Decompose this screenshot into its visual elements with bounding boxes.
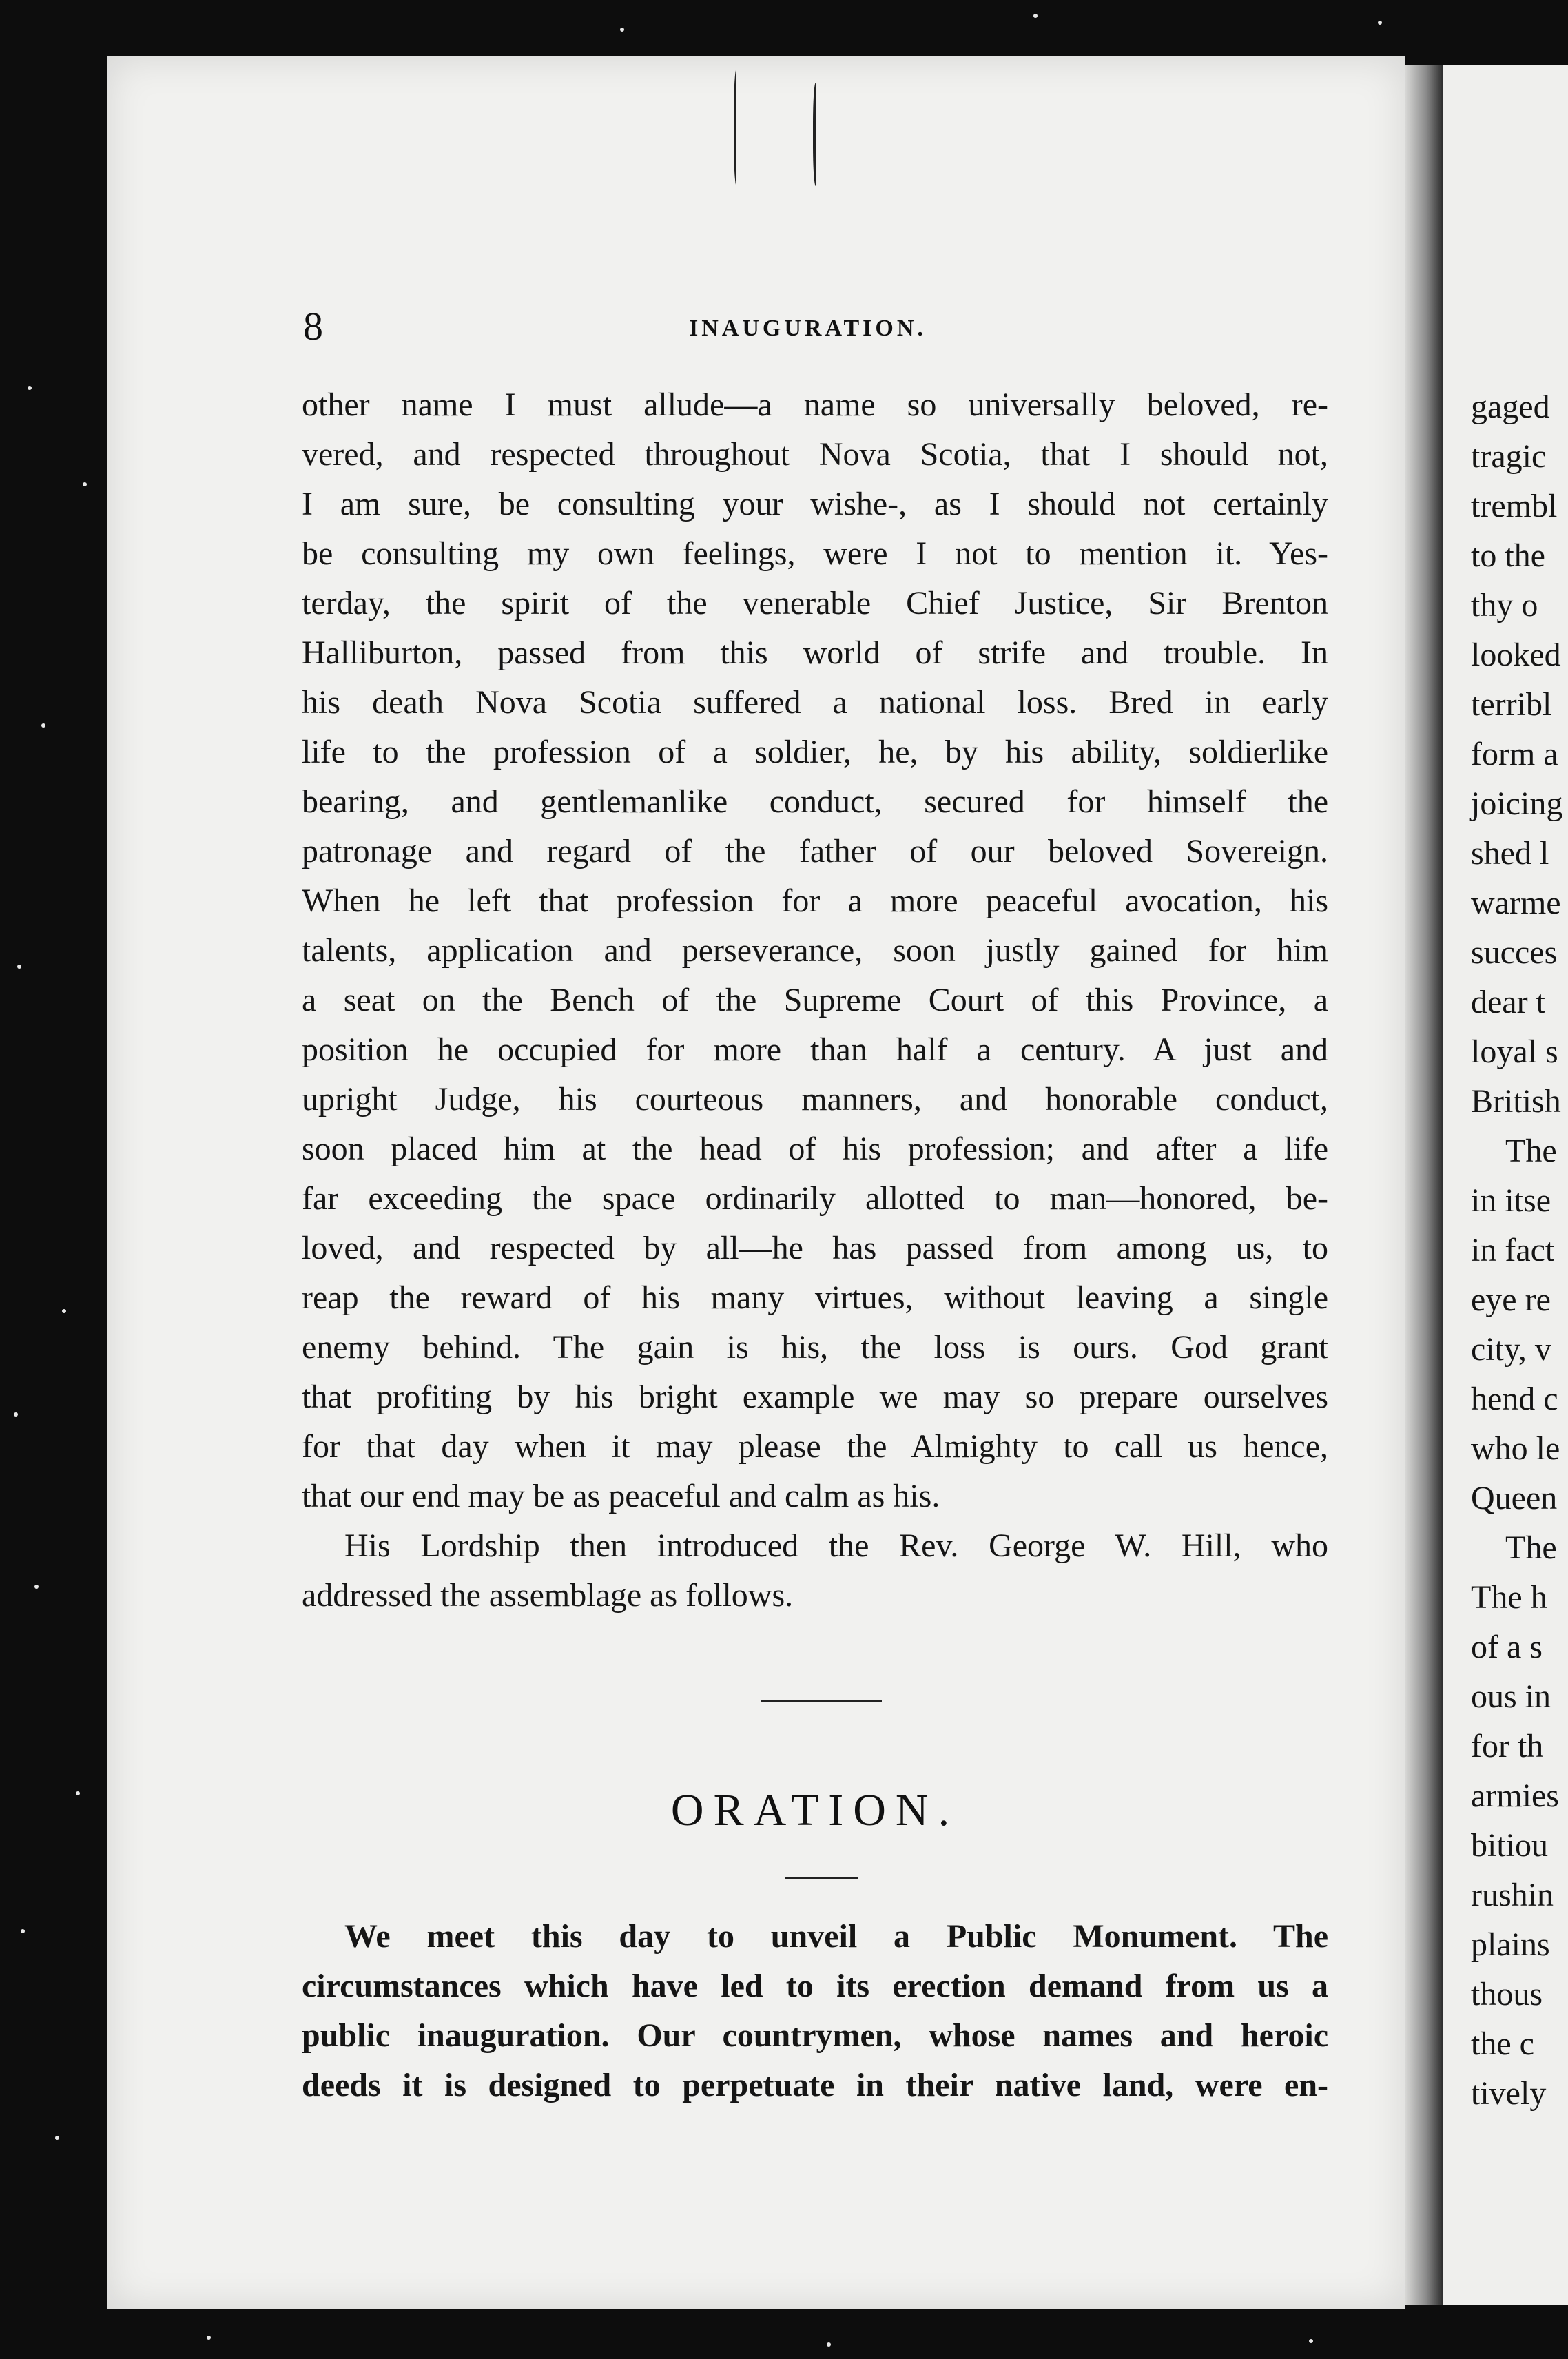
text-line: His Lordship then introduced the Rev. George W. Hill, who [344, 1527, 1328, 1564]
page-header [303, 303, 1337, 351]
text-line: that profiting by his bright example we may so prepare ourselves [302, 1379, 1328, 1415]
scan-speck [620, 28, 624, 32]
scan-speck [83, 482, 87, 486]
title-underline [785, 1877, 858, 1879]
page-gutter [1405, 65, 1443, 2305]
running-head: INAUGURATION. [689, 316, 927, 341]
text-line: upright Judge, his courteous manners, and honorable conduct, [302, 1081, 1328, 1117]
text-line: vered, and respected throughout Nova Scotia, that I should not, [302, 436, 1328, 473]
scan-speck [41, 723, 45, 728]
facing-page-line: joicing [1471, 785, 1563, 822]
text-line: loved, and respected by all—he has passed from among us, to [302, 1230, 1328, 1266]
text-line: I am sure, be consulting your wishe-, as I should not certainly [302, 486, 1328, 522]
page-number: 8 [303, 304, 323, 349]
facing-page-line: Queen [1471, 1480, 1558, 1516]
facing-page [1443, 65, 1568, 2305]
facing-page-line: eye re [1471, 1281, 1551, 1318]
facing-page-line: gaged [1471, 389, 1550, 425]
text-line: other name I must allude—a name so universally beloved, re- [302, 387, 1328, 423]
facing-page-line: plains [1471, 1926, 1550, 1963]
oration-title: ORATION. [670, 1785, 960, 1835]
facing-page-line: the c [1471, 2026, 1534, 2062]
oration-text [302, 1912, 1328, 2110]
facing-page-line: armies [1471, 1778, 1559, 1814]
text-line: his death Nova Scotia suffered a national loss. Bred in early [302, 684, 1328, 721]
text-line: be consulting my own feelings, were I not to mention it. Yes- [302, 535, 1328, 572]
facing-page-line: thous [1471, 1976, 1543, 2012]
text-line: far exceeding the space ordinarily allotted to man—honored, be- [302, 1180, 1328, 1217]
facing-page-line: The [1505, 1529, 1557, 1566]
facing-page-line: of a s [1471, 1629, 1543, 1665]
facing-page-line: for th [1471, 1728, 1544, 1764]
facing-page-line: The h [1471, 1579, 1547, 1616]
scan-speck [76, 1791, 80, 1795]
scan-speck [1309, 2339, 1313, 2343]
facing-page-line: city, v [1471, 1331, 1551, 1368]
facing-page-line: hend c [1471, 1381, 1558, 1417]
text-line: Halliburton, passed from this world of strife and trouble. In [302, 635, 1328, 671]
facing-page-line: form a [1471, 736, 1558, 772]
text-line: bearing, and gentlemanlike conduct, secured for himself the [302, 783, 1328, 820]
text-line: life to the profession of a soldier, he, by his ability, soldierlike [302, 734, 1328, 770]
facing-page-line: warme [1471, 885, 1561, 921]
paper-tear-mark [734, 69, 741, 186]
oration-line: public inauguration. Our countrymen, whose names and heroic [302, 2017, 1328, 2054]
text-line: enemy behind. The gain is his, the loss is ours. God grant [302, 1329, 1328, 1366]
body-text [302, 380, 1328, 1620]
facing-page-line: rushin [1471, 1877, 1554, 1913]
facing-page-line: trembl [1471, 488, 1558, 524]
text-line: terday, the spirit of the venerable Chief Justice, Sir Brenton [302, 585, 1328, 621]
facing-page-line: terribl [1471, 686, 1552, 723]
scan-speck [28, 386, 32, 390]
text-line: for that day when it may please the Almighty to call us hence, [302, 1428, 1328, 1465]
text-line: reap the reward of his many virtues, without leaving a single [302, 1279, 1328, 1316]
scan-speck [21, 1929, 25, 1933]
facing-page-line: looked [1471, 637, 1561, 673]
facing-page-line: bitiou [1471, 1827, 1549, 1864]
oration-line: circumstances which have led to its erection demand from us a [302, 1968, 1328, 2004]
oration-line: deeds it is designed to perpetuate in their native land, were en- [302, 2067, 1328, 2103]
facing-page-line: who le [1471, 1430, 1560, 1467]
facing-page-line: shed l [1471, 835, 1549, 872]
facing-page-line: to the [1471, 537, 1545, 574]
text-line: patronage and regard of the father of our beloved Sovereign. [302, 833, 1328, 869]
text-line: talents, application and perseverance, soon justly gained for him [302, 932, 1328, 969]
scan-speck [1033, 14, 1038, 18]
facing-page-line: tragic [1471, 438, 1547, 475]
scan-speck [207, 2336, 211, 2340]
text-line: that our end may be as peaceful and calm as his. [302, 1478, 940, 1514]
text-line: When he left that profession for a more peaceful avocation, his [302, 883, 1328, 919]
facing-page-line: loyal s [1471, 1033, 1558, 1070]
facing-page-line: succes [1471, 934, 1558, 971]
scan-speck [34, 1585, 39, 1589]
facing-page-line: tively [1471, 2075, 1547, 2112]
text-line: position he occupied for more than half a century. A just and [302, 1031, 1328, 1068]
scan-speck [14, 1412, 18, 1417]
facing-page-line: dear t [1471, 984, 1545, 1020]
scan-speck [1378, 21, 1382, 25]
section-divider [761, 1700, 882, 1702]
facing-page-text [1471, 382, 1562, 2119]
scan-speck [17, 965, 21, 969]
facing-page-line: The [1505, 1133, 1557, 1169]
paper-tear-mark [813, 83, 820, 186]
scan-speck [827, 2342, 831, 2347]
facing-page-line: thy o [1471, 587, 1538, 624]
text-line: a seat on the Bench of the Supreme Court of this Province, a [302, 982, 1328, 1018]
facing-page-line: in fact [1471, 1232, 1555, 1268]
scan-speck [62, 1309, 66, 1313]
scan-speck [55, 2136, 59, 2140]
facing-page-line: ous in [1471, 1678, 1551, 1715]
oration-line: We meet this day to unveil a Public Monument. The [344, 1918, 1328, 1955]
facing-page-line: in itse [1471, 1182, 1551, 1219]
text-line: soon placed him at the head of his profession; and after a life [302, 1131, 1328, 1167]
text-line: addressed the assemblage as follows. [302, 1577, 794, 1614]
facing-page-line: British [1471, 1083, 1561, 1120]
